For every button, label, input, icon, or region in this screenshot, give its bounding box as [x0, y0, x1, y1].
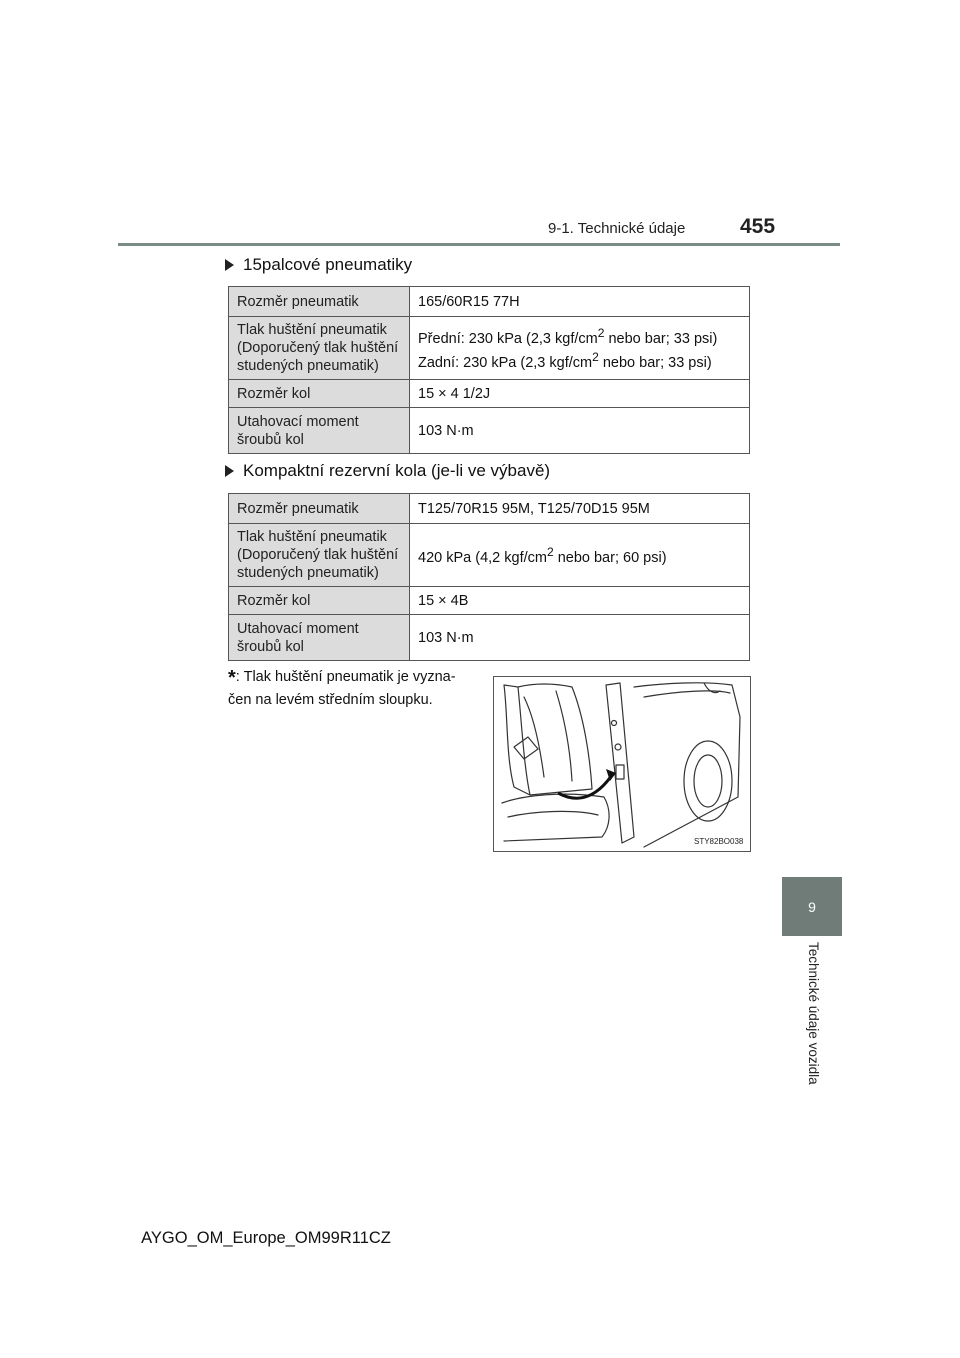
triangle-bullet-icon	[225, 465, 234, 477]
illustration-door-pillar	[493, 676, 751, 852]
running-header-section: 9-1. Technické údaje	[548, 220, 686, 237]
page-number: 455	[740, 215, 776, 238]
row-value	[410, 317, 750, 380]
row-value: 15 × 4 1/2J	[410, 380, 750, 408]
table-row	[229, 287, 750, 317]
row-key: Utahovací moment šroubů kol	[229, 615, 410, 661]
row-value: 165/60R15 77H	[410, 287, 750, 317]
chapter-side-label-text: Technické údaje vozidla	[806, 942, 821, 1085]
table-row	[229, 408, 750, 454]
row-key: Rozměr kol	[229, 380, 410, 408]
footnote-text: : Tlak huštění pneumatik je vyzna-čen na levém středním sloupku.	[228, 669, 456, 708]
spec-table-compact-spare	[228, 493, 750, 661]
table-row	[229, 524, 750, 587]
value-text: Zadní: 230 kPa (2,3 kgf/cm	[418, 354, 593, 371]
car-interior-illustration	[494, 677, 750, 851]
value-text: nebo bar; 60 psi)	[553, 549, 667, 566]
row-value: T125/70R15 95M, T125/70D15 95M	[410, 494, 750, 524]
row-value: 103 N·m	[410, 615, 750, 661]
section-title-text: Kompaktní rezervní kola (je-li ve výbavě)	[243, 461, 551, 480]
header-rule	[118, 243, 840, 246]
row-key: Utahovací moment šroubů kol	[229, 408, 410, 454]
table-row	[229, 615, 750, 661]
value-text: 420 kPa (4,2 kgf/cm	[418, 549, 547, 566]
table-row	[229, 587, 750, 615]
row-value: 15 × 4B	[410, 587, 750, 615]
value-text: nebo bar; 33 psi)	[598, 354, 712, 371]
figure-code: STY82BO038	[694, 837, 744, 846]
row-key: Rozměr kol	[229, 587, 410, 615]
footnote-marker: *	[228, 667, 236, 689]
row-value: 103 N·m	[410, 408, 750, 454]
value-text: nebo bar; 33 psi)	[604, 331, 718, 347]
row-key: Tlak huštění pneumatik (Doporučený tlak huštění studených pneumatik)	[229, 317, 410, 380]
chapter-tab	[782, 877, 842, 936]
superscript: 2	[546, 545, 554, 560]
footnote	[228, 666, 472, 711]
table-row	[229, 317, 750, 380]
row-key: Rozměr pneumatik	[229, 287, 410, 317]
table-row	[229, 494, 750, 524]
superscript: 2	[592, 350, 599, 364]
chapter-side-label	[803, 942, 821, 1102]
footer-doc-id: AYGO_OM_Europe_OM99R11CZ	[141, 1229, 391, 1247]
row-key: Rozměr pneumatik	[229, 494, 410, 524]
chapter-tab-number: 9	[808, 898, 816, 915]
section-title-compact-spare	[225, 461, 550, 481]
table-row	[229, 380, 750, 408]
superscript: 2	[597, 326, 605, 341]
triangle-bullet-icon	[225, 259, 234, 271]
row-key: Tlak huštění pneumatik (Doporučený tlak huštění studených pneumatik)	[229, 524, 410, 587]
row-value	[410, 524, 750, 587]
spec-table-15inch	[228, 286, 750, 454]
section-title-text: 15palcové pneumatiky	[243, 255, 413, 274]
value-text: Přední: 230 kPa (2,3 kgf/cm	[418, 331, 598, 347]
section-title-15inch	[225, 255, 412, 275]
footer-doc-id-wrap	[0, 1229, 960, 1248]
